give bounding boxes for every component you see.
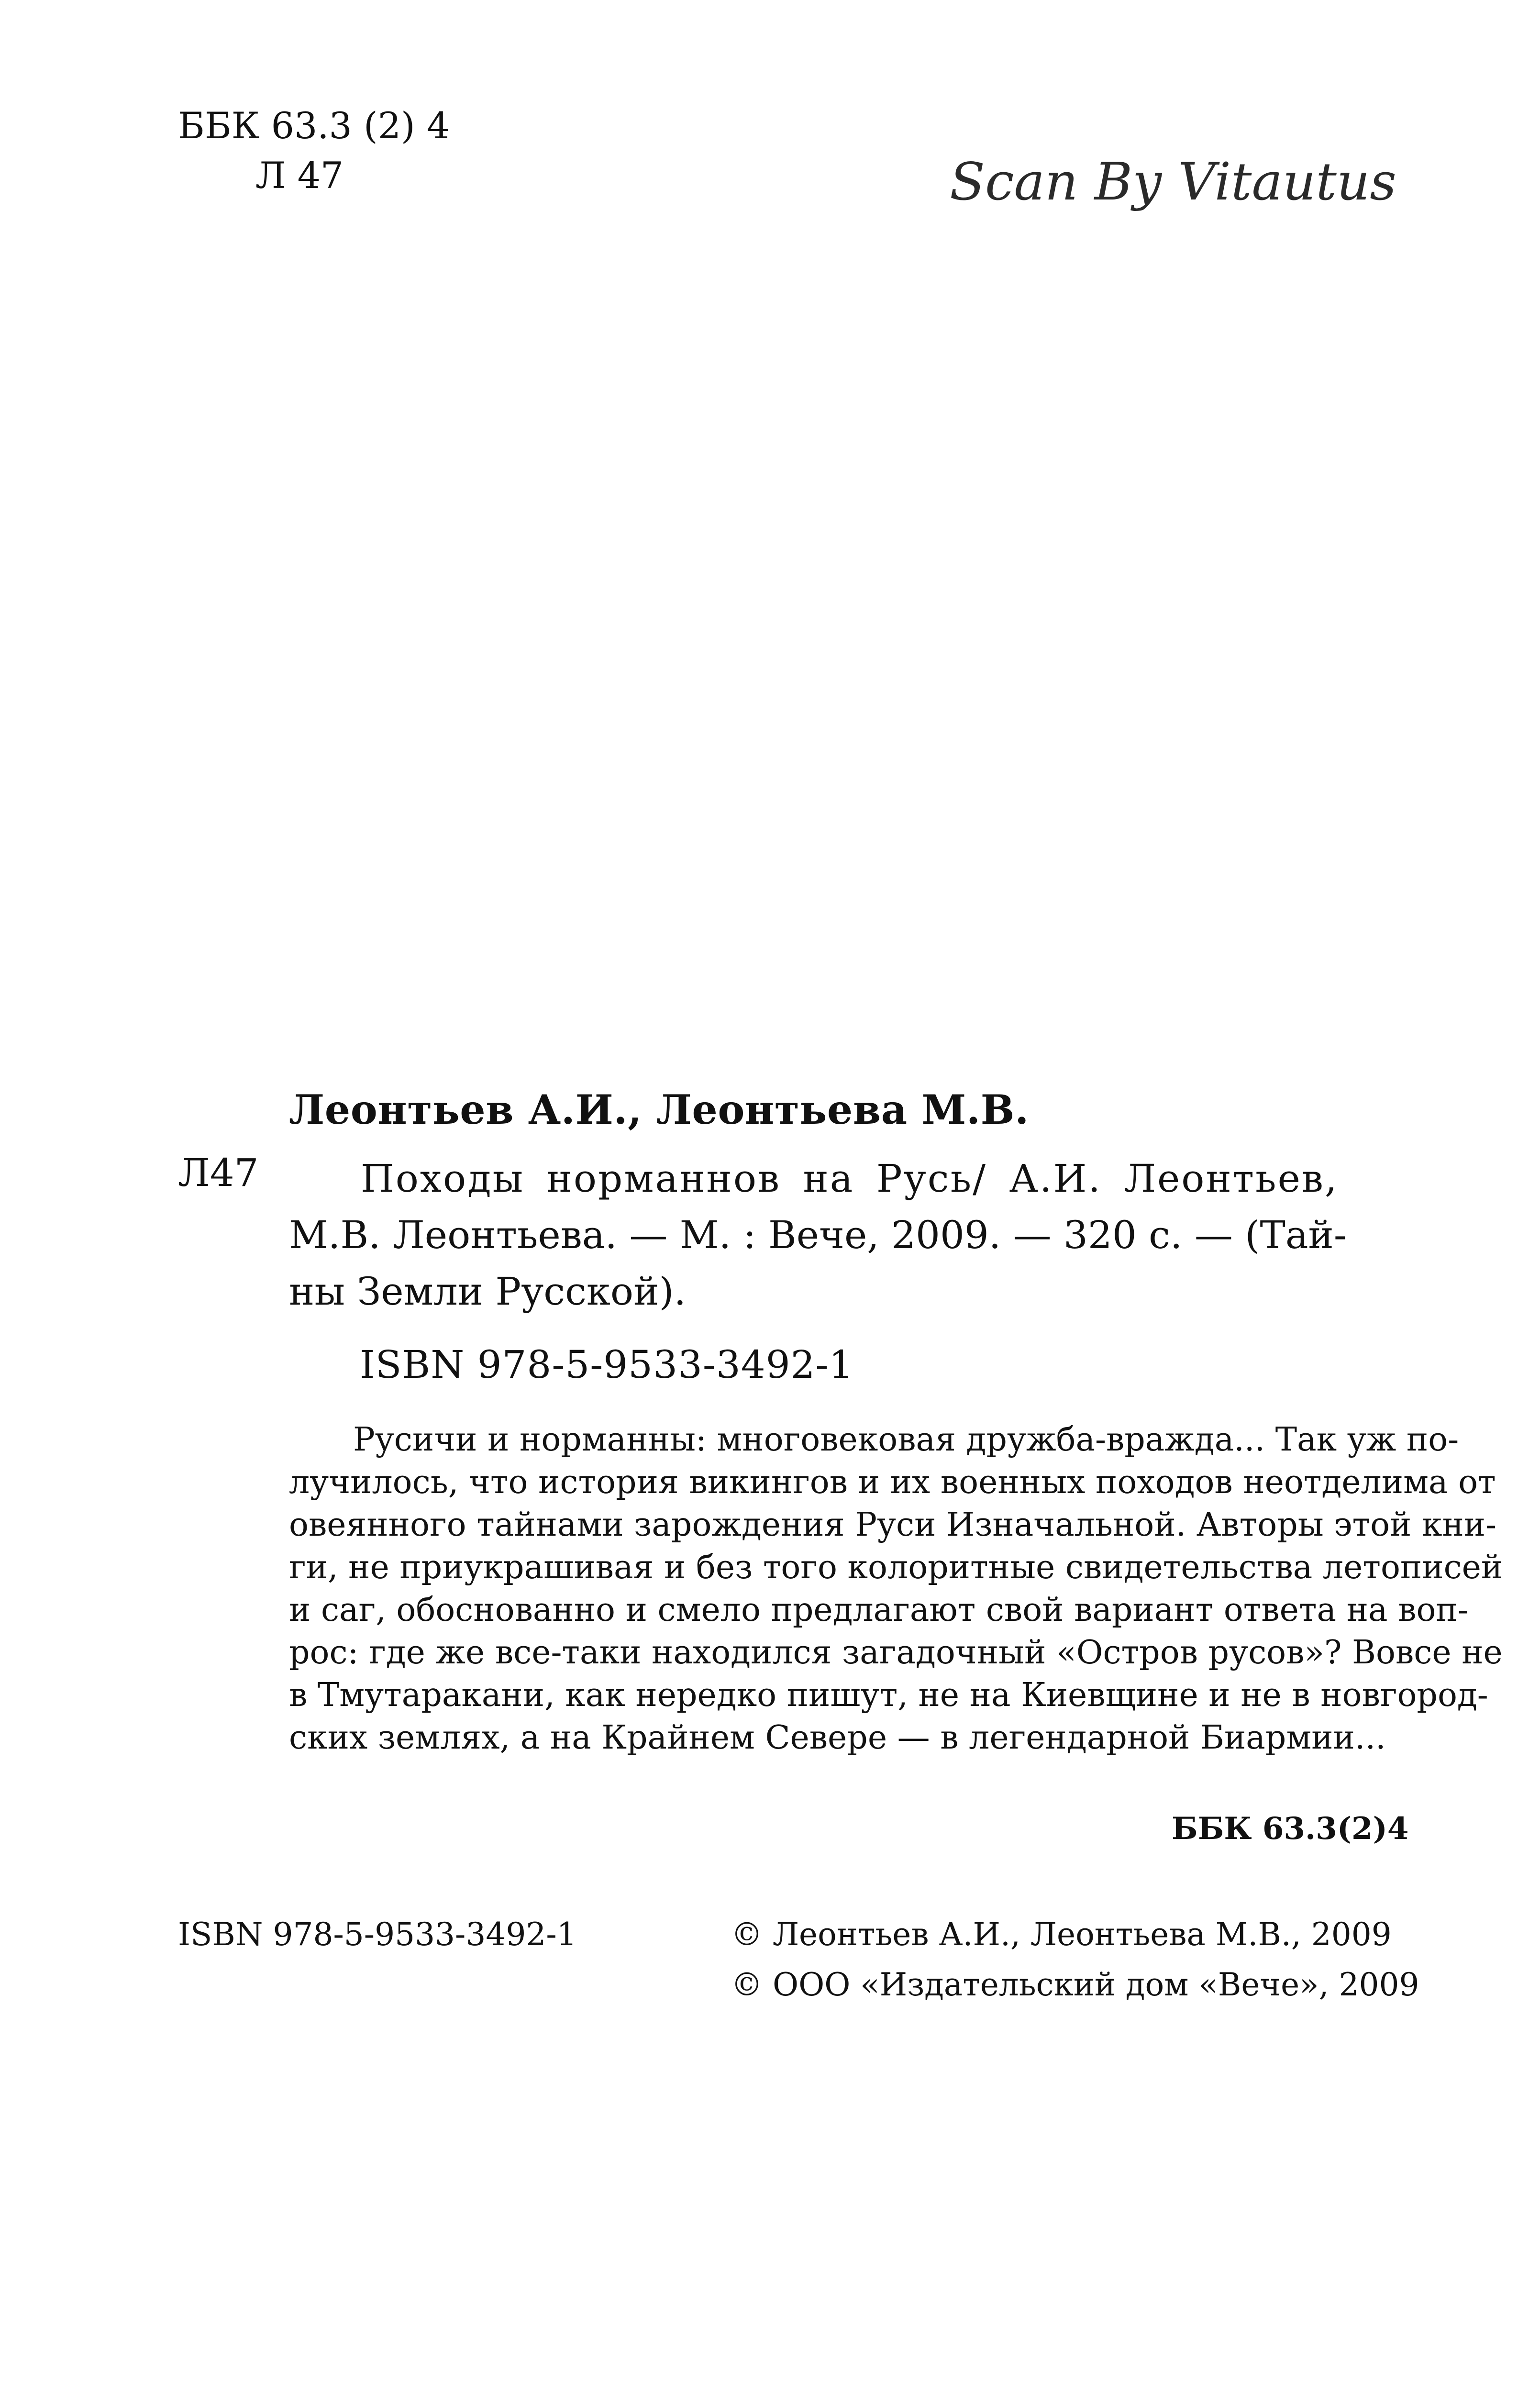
book-abstract xyxy=(289,1418,1503,1759)
author-code-side: Л47 xyxy=(178,1151,259,1195)
bibliographic-line: Походы норманнов на Русь/ А.И. Леонтьев, xyxy=(361,1156,1339,1201)
isbn-entry: ISBN 978-5-9533-3492-1 xyxy=(360,1342,854,1387)
bbk-classification-top: ББК 63.3 (2) 4 xyxy=(178,104,450,147)
bibliographic-line: ны Земли Русской). xyxy=(289,1269,687,1314)
abstract-line: овеянного тайнами зарождения Руси Изначальной. Авторы этой кни- xyxy=(289,1506,1497,1544)
abstract-line: лучилось, что история викингов и их военных походов неотделима от xyxy=(289,1463,1496,1501)
isbn-footer: ISBN 978-5-9533-3492-1 xyxy=(178,1916,577,1953)
bibliographic-line: М.В. Леонтьева. — М. : Вече, 2009. — 320 с. — (Тай- xyxy=(289,1213,1347,1257)
abstract-line: ги, не приукрашивая и без того колоритные свидетельства летописей xyxy=(289,1549,1503,1586)
bbk-classification-bottom: ББК 63.3(2)4 xyxy=(1172,1811,1409,1847)
copyright-authors: © Леонтьев А.И., Леонтьева М.В., 2009 xyxy=(731,1916,1392,1953)
authors-heading: Леонтьев А.И., Леонтьева М.В. xyxy=(289,1086,1029,1133)
abstract-line: в Тмутаракани, как нередко пишут, не на Киевщине и не в новгород- xyxy=(289,1676,1488,1714)
scan-signature: Scan By Vitautus xyxy=(950,152,1396,212)
abstract-line: и саг, обоснованно и смело предлагают свой вариант ответа на воп- xyxy=(289,1591,1469,1629)
abstract-line: ских землях, а на Крайнем Севере — в легендарной Биармии... xyxy=(289,1719,1386,1757)
copyright-publisher: © ООО «Издательский дом «Вече», 2009 xyxy=(731,1966,1419,2003)
abstract-line: Русичи и норманны: многовековая дружба-вражда... Так уж по- xyxy=(353,1421,1459,1459)
abstract-line: рос: где же все-таки находился загадочный «Остров русов»? Вовсе не xyxy=(289,1634,1503,1672)
author-code-top: Л 47 xyxy=(255,154,344,197)
bibliographic-description xyxy=(289,1151,1369,1320)
